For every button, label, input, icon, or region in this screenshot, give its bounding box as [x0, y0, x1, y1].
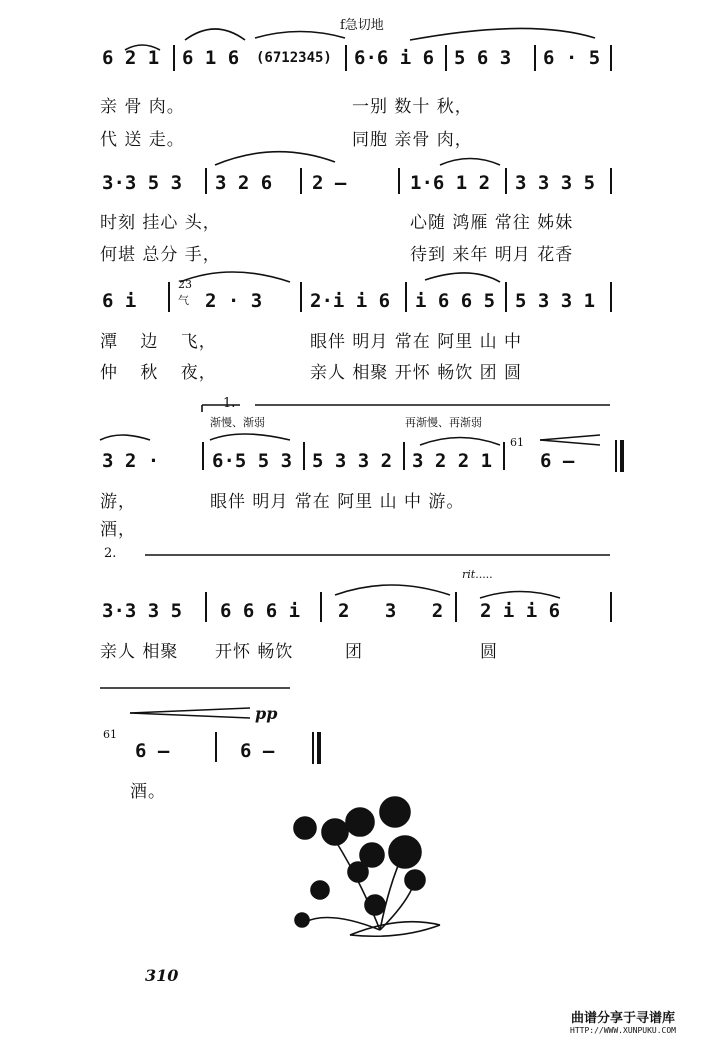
bar-line [345, 45, 347, 71]
bar-line [300, 168, 302, 194]
measure: 3 3 3 5 [515, 172, 596, 194]
watermark-title: 曲谱分享于寻谱库 [570, 1011, 675, 1026]
measure: 6 — [135, 740, 170, 762]
volta-1: 1. [223, 396, 236, 411]
bar-line [300, 282, 302, 312]
bar-line [202, 442, 204, 470]
lyric: 亲人 相聚 [100, 642, 179, 662]
grace-note: 61 [103, 728, 117, 741]
bar-line [615, 440, 617, 472]
lyric: 亲人 相聚 开怀 畅饮 团 圆 [310, 363, 523, 383]
measure: 2 — [312, 172, 347, 194]
bar-line [398, 168, 400, 194]
lyric: 眼伴 明月 常在 阿里 山 中 游。 [210, 492, 465, 512]
bar-line [205, 168, 207, 194]
lyric: 亲 骨 肉。 [100, 97, 185, 117]
bar-line [534, 45, 536, 71]
lyric: 游， [100, 492, 136, 512]
measure: 1·6 1 2 [410, 172, 491, 194]
bar-line [505, 282, 507, 312]
measure: 3 2 · [102, 450, 160, 472]
measure: 2 i i 6 [480, 600, 561, 622]
measure: 5 6 3 [454, 47, 512, 69]
bar-line [403, 442, 405, 470]
bar-line [405, 282, 407, 312]
measure: 6 2 1 [102, 47, 160, 69]
page-number: 310 [145, 966, 179, 985]
lyric: 酒， [100, 520, 136, 540]
bar-line [455, 592, 457, 622]
grace-note: 61 [510, 436, 524, 449]
lyric: 眼伴 明月 常在 阿里 山 中 [310, 332, 523, 352]
bar-line [317, 732, 321, 764]
rit-mark: rit..... [462, 568, 493, 581]
tempo-mark: f急切地 [340, 18, 384, 33]
measure: 3 2 6 [215, 172, 273, 194]
lyric: 一别 数十 秋， [352, 97, 473, 117]
lyric: 同胞 亲骨 肉， [352, 130, 473, 150]
bar-line [205, 592, 207, 622]
lyric: 圆 [480, 642, 498, 662]
measure: 6·6 i 6 [354, 47, 435, 69]
breath-mark: 气 [178, 294, 189, 307]
measure: 2 · 3 [205, 290, 263, 312]
bar-line [303, 442, 305, 470]
lyric: 酒。 [130, 782, 166, 802]
measure: i 6 6 5 [415, 290, 496, 312]
bar-line [610, 45, 612, 71]
watermark [548, 1007, 698, 1035]
measure: 5 3 3 1 [515, 290, 596, 312]
lyric: 待到 来年 明月 花香 [410, 245, 574, 265]
measure: 6 · 5 [543, 47, 601, 69]
dynamics: 再渐慢、再渐弱 [405, 416, 482, 429]
measure: 3·3 5 3 [102, 172, 183, 194]
bar-line [312, 732, 314, 764]
bar-line [610, 592, 612, 622]
measure: 3 2 2 1 [412, 450, 493, 472]
measure: 3·3 3 5 [102, 600, 183, 622]
measure: 6·5 5 3 [212, 450, 293, 472]
lyric: 代 送 走。 [100, 130, 185, 150]
measure: 2·i i 6 [310, 290, 391, 312]
pp-mark: pp [255, 704, 278, 723]
measure: 6 — [540, 450, 575, 472]
lyric: 仲 秋 夜， [100, 363, 217, 383]
bar-line [610, 168, 612, 194]
bar-line [320, 592, 322, 622]
lyric: 潭 边 飞， [100, 332, 217, 352]
bar-line [215, 732, 217, 762]
lyric: 时刻 挂心 头， [100, 213, 221, 233]
measure: 5 3 3 2 [312, 450, 393, 472]
bar-line [620, 440, 624, 472]
bar-line [505, 168, 507, 194]
bar-line [445, 45, 447, 71]
bar-line [173, 45, 175, 71]
measure: (6712345) [256, 50, 332, 66]
measure: 6 — [240, 740, 275, 762]
lyric: 团 [345, 642, 363, 662]
lyric: 开怀 畅饮 [215, 642, 294, 662]
dynamics: 渐慢、渐弱 [210, 416, 265, 429]
lyric: 心随 鸿雁 常往 姊妹 [410, 213, 574, 233]
measure: 2 3 2 [338, 600, 444, 622]
bar-line [610, 282, 612, 312]
bar-line [168, 282, 170, 312]
volta-2: 2. [104, 546, 117, 561]
grace-note: 23 [178, 278, 192, 291]
measure: 6 1 6 [182, 47, 240, 69]
watermark-url: HTTP://WWW.XUNPUKU.COM [570, 1026, 676, 1035]
bar-line [503, 442, 505, 470]
measure: 6 i [102, 290, 137, 312]
measure: 6 6 6 i [220, 600, 301, 622]
lyric: 何堪 总分 手， [100, 245, 221, 265]
